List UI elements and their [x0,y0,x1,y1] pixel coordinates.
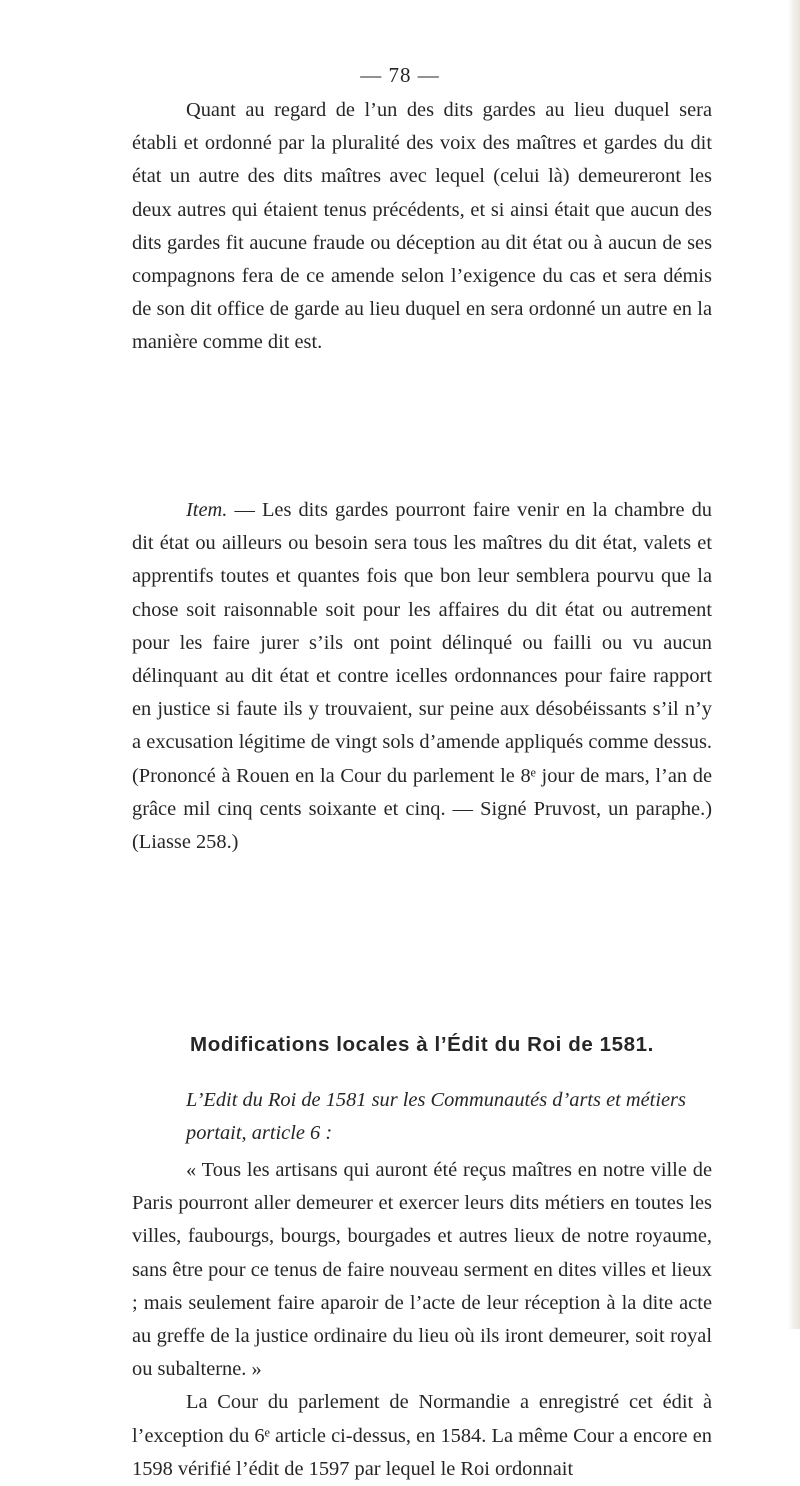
item-lead-word: Item. [186,499,228,521]
item-paragraph-body: — Les dits gardes pourront faire venir en la chambre du dit état ou ailleurs ou besoin sera tous les maîtres du dit état, valets et apprentifs toutes et quantes fois que bon leur semblera pourvu que la chose soit raisonnable soit pour les affaires du dit état ou autrement pour les faire jurer s’ils ont point délinqué ou failli ou vu aucun délinquant au dit état et contre icelles ordonnances pour faire rapport en justice si faute ils y trouvaient, sur peine aux désobéissants s’il n’y a excusation légitime de vingt sols d’amende appliqués comme dessus. (Prononcé à Rouen en la Cour du parlement le 8ᵉ jour de mars, l’an de grâce mil cinq cents soixante et cinq. — Signé Pruvost, un paraphe.) (Liasse 258.) [132,499,712,854]
page-edge-shadow [788,0,800,1329]
paragraph-guard-replacement: Quant au regard de l’un des dits gardes au lieu duquel sera établi et ordonné par la pluralité des voix des maîtres et gardes du dit état un autre des dits maîtres avec lequel (celui là) demeureront les deux autres qui étaient tenus précédents, et si ainsi était que aucun des dits gardes fit aucune fraude ou déception au dit état ou à aucun de ses compagnons fera de ce amende selon l’exigence du cas et sera démis de son dit office de garde au lieu duquel en sera ordonné un autre en la manière comme dit est. [132,99,712,354]
paragraph-edict-quote: « Tous les artisans qui auront été reçus maîtres en notre ville de Paris pourront aller demeurer et exercer leurs dits métiers en toutes les villes, faubourgs, bourgs, bourgades et autres lieux de notre royaume, sans être pour ce tenus de faire nouveau serment en dites villes et lieux ; mais seulement faire aparoir de l’acte de leur réception à la dite acte au greffe de la justice ordinaire du lieu où ils iront demeurer, soit royal ou subalterne. » [132,1159,712,1381]
paragraph-edict-intro: L’Edit du Roi de 1581 sur les Communautés d’arts et métiers portait, article 6 : [186,1089,686,1145]
section-heading: Modifications locales à l’Édit du Roi de 1581. [190,1033,654,1056]
quoted-article-block [132,1154,712,1486]
paragraph-normandy-registration: La Cour du parlement de Normandie a enregistré cet édit à l’exception du 6ᵉ article ci-dessus, en 1584. La même Cour a encore en 1598 vérifié l’édit de 1597 par lequel le Roi ordonnait [132,1391,712,1480]
page-number: — 78 — [360,63,440,87]
paragraph-item-guards-powers [132,494,712,859]
